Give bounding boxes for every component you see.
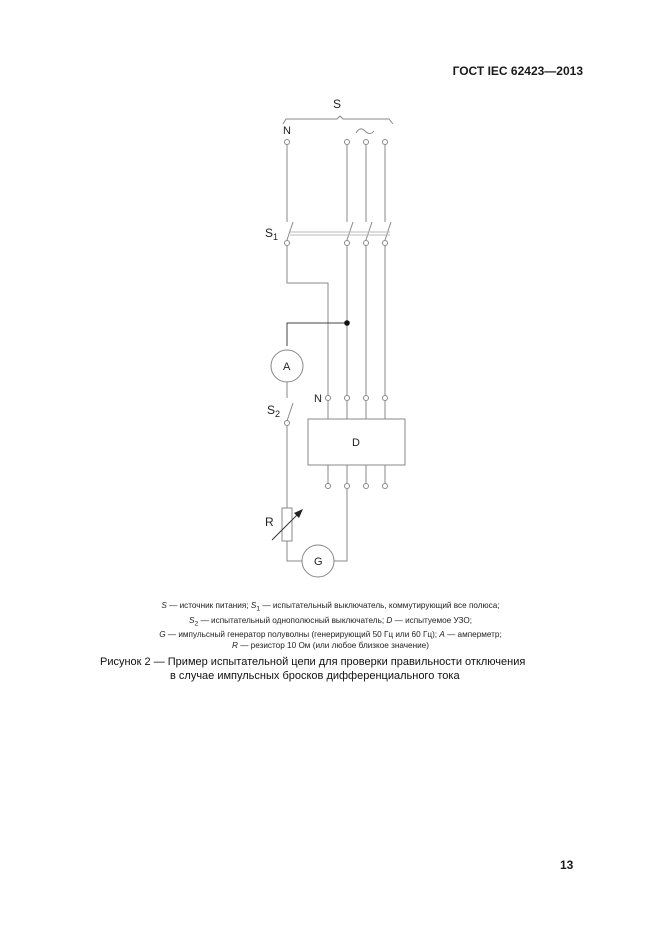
label-generator: G: [314, 556, 323, 568]
label-neutral-device: N: [314, 393, 322, 405]
legend-line-3: G — импульсный генератор полуволны (генерирующий 50 Гц или 60 Гц); A — амперметр;: [159, 630, 502, 640]
label-switch2: $S_2$: [267, 403, 281, 419]
label-switch1: $S_1$: [265, 226, 279, 242]
figure-caption: [100, 655, 580, 683]
label-resistor: R: [265, 515, 274, 529]
legend-line-1: S — источник питания; $S_1$ — испытательный выключатель, коммутирующий все полюса;: [161, 601, 500, 613]
standard-header: ГОСТ IEC 62423—2013: [452, 64, 583, 78]
label-ammeter: A: [283, 361, 291, 373]
legend-line-2: $S_2$ — испытательный однополюсный выключатель; D — испытуемое УЗО;: [189, 615, 472, 628]
legend-line-4: R — резистор 10 Ом (или любое близкое значение): [232, 641, 429, 651]
label-device: D: [352, 437, 360, 449]
label-source: S: [333, 97, 342, 111]
page-number: 13: [560, 858, 574, 872]
label-neutral-top: N: [283, 125, 291, 137]
figure-legend: [0, 600, 661, 651]
ac-symbol: [356, 129, 374, 134]
source-brace: [283, 116, 393, 124]
caption-line-2: в случае импульсных бросков дифференциального тока: [170, 670, 460, 682]
caption-line-1: Рисунок 2 — Пример испытательной цепи для проверки правильности отключения: [100, 656, 526, 668]
